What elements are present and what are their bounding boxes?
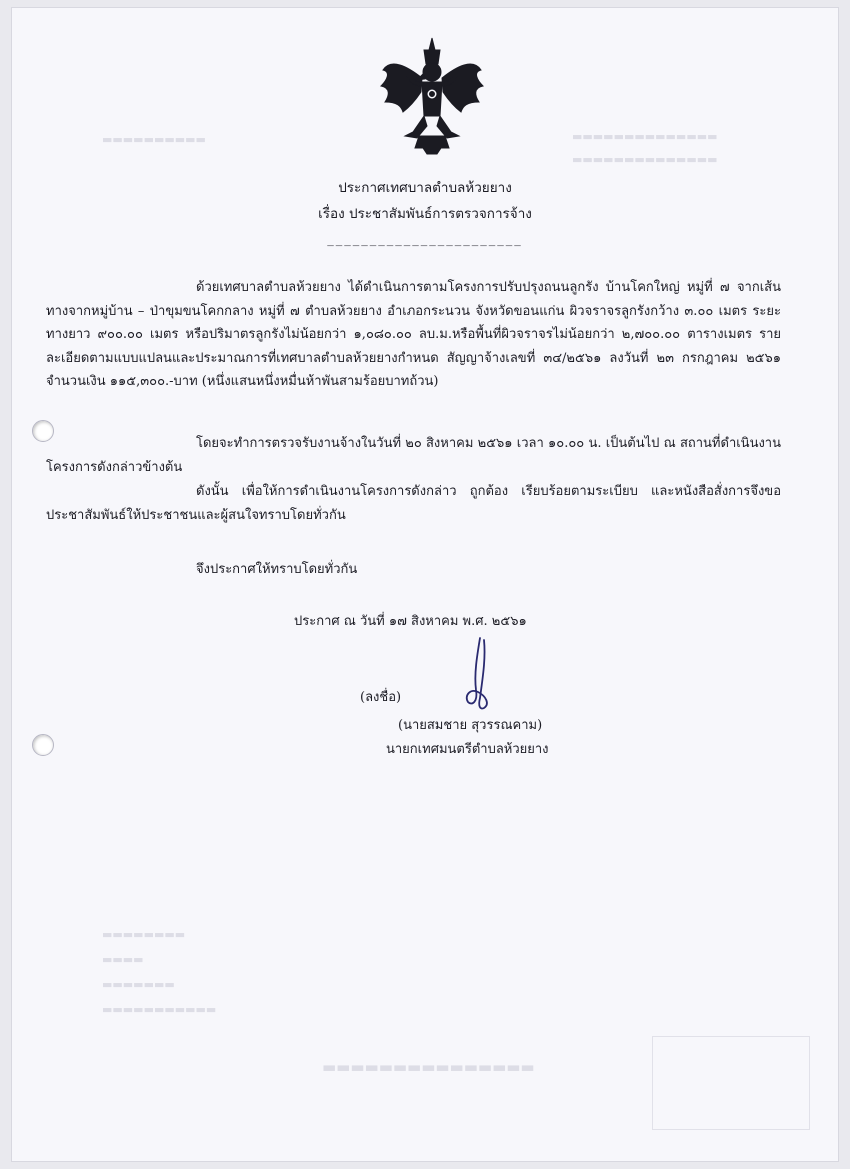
bleed-through-stamp (652, 1036, 810, 1130)
paragraph-text: ดังนั้น เพื่อให้การดำเนินงานโครงการดังกล่าว ถูกต้อง เรียบร้อยตามระเบียบ และหนังสือสั่งการจึงขอประชาสัมพันธ์ให้ประชาชนและผู้สนใจทราบโดยทั่วกัน (46, 484, 781, 523)
page-title: ประกาศเทศบาลตำบลห้วยยาง (338, 180, 512, 196)
bleed-through-mark: ▬▬▬▬▬▬▬▬ (102, 928, 186, 941)
body-paragraph-2 (46, 432, 781, 479)
bleed-through-mark: ▬▬▬▬▬▬▬▬▬▬▬▬▬▬▬ (322, 1058, 535, 1076)
bleed-through-mark: ▬▬▬▬▬▬▬▬▬▬▬▬▬▬ (572, 153, 718, 166)
signatory-name: (นายสมชาย สุวรรณคาม) (398, 718, 543, 733)
body-paragraph-1 (46, 276, 781, 394)
punch-hole (32, 734, 54, 756)
closing-line: จึงประกาศให้ทราบโดยทั่วกัน (196, 562, 358, 577)
body-paragraph-3 (46, 480, 781, 527)
bleed-through-mark: ▬▬▬▬▬▬▬▬▬▬▬▬▬▬ (572, 130, 718, 143)
document-page (12, 8, 838, 1161)
title-divider: _______________________ (327, 232, 523, 247)
bleed-through-mark: ▬▬▬▬▬▬▬ (102, 978, 175, 991)
garuda-emblem-icon (377, 36, 487, 160)
bleed-through-mark: ▬▬▬▬▬▬▬▬▬▬ (102, 133, 206, 146)
subject-line: เรื่อง ประชาสัมพันธ์การตรวจการจ้าง (318, 206, 532, 222)
bleed-through-mark: ▬▬▬▬ (102, 953, 144, 966)
paragraph-text: ด้วยเทศบาลตำบลห้วยยาง ได้ดำเนินการตามโครงการปรับปรุงถนนลูกรัง บ้านโคกใหญ่ หมู่ที่ ๗ จากเส้นทางจากหมู่บ้าน – ป่าขุมขนโคกกลาง หมู่ที่ ๗ ตำบลห้วยยาง อำเภอกระนวน จังหวัดขอนแก่น ผิวจราจรลูกรังกว้าง ๓.๐๐ เมตร ระยะทางยาว ๙๐๐.๐๐ เมตร หรือปริมาตรลูกรังไม่น้อยกว่า ๑,๐๘๐.๐๐ ลบ.ม.หรือพื้นที่ผิวจราจรไม่น้อยกว่า ๒,๗๐๐.๐๐ ตารางเมตร รายละเอียดตามแบบแปลนและประมาณการที่เทศบาลตำบลห้วยยางกำหนด สัญญาจ้างเลขที่ ๓๔/๒๕๖๑ ลงวันที่ ๒๓ กรกฎาคม ๒๕๖๑ จำนวนเงิน ๑๑๕,๓๐๐.-บาท (หนึ่งแสนหนึ่งหมื่นห้าพันสามร้อยบาทถ้วน) (46, 280, 781, 389)
signature-label: (ลงชื่อ) (360, 690, 402, 705)
handwritten-signature (460, 636, 500, 716)
paragraph-text: โดยจะทำการตรวจรับงานจ้างในวันที่ ๒๐ สิงหาคม ๒๕๖๑ เวลา ๑๐.๐๐ น. เป็นต้นไป ณ สถานที่ดำเนินงานโครงการดังกล่าวข้างต้น (46, 436, 781, 475)
announcement-date: ประกาศ ณ วันที่ ๑๗ สิงหาคม พ.ศ. ๒๕๖๑ (294, 614, 527, 629)
bleed-through-mark: ▬▬▬▬▬▬▬▬▬▬▬ (102, 1003, 217, 1016)
signatory-position: นายกเทศมนตรีตำบลห้วยยาง (386, 742, 549, 757)
